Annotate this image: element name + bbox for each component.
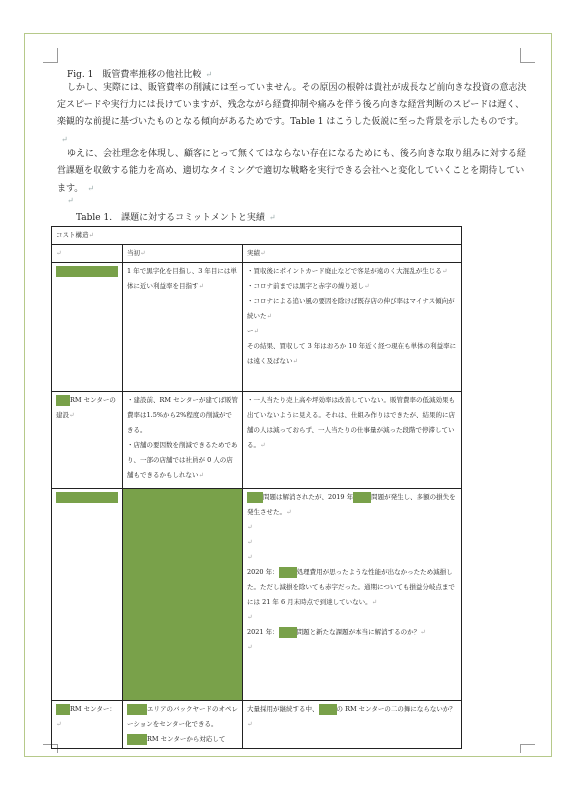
paragraph-mark: ↵ (67, 196, 74, 205)
crop-mark-bottom-right (520, 744, 535, 753)
col-header-initial: 当初 (127, 249, 140, 257)
paragraph-2[interactable]: ゆえに、会社理念を体現し、顧客にとって無くてはならない存在になるためにも、後ろ向きな取り組みに対する経営課題を収斂する能力を高め、適切なタイミングで適切な戦略を実行できる会社へと変化していくことを期待しています。 ↵ (57, 149, 526, 194)
table-row: 1 年で黒字化を目指し、3 年目には単体に近い利益率を目指す↵ ・買収後にポイントカード廃止などで客足が遠のく大混乱が生じる↵ ・コロナ前までは黒字と赤字の繰り返し↵ ・コロナによる追い風の要因を除けば既存店の伸び率はマイナス傾向が続いた↵ ー↵ その結果、買収して 3 年はおろか 10 年近く経つ現在も単体の利益率には遠く及ばない↵ (52, 263, 462, 392)
redacted-block (247, 492, 263, 503)
redacted-block (56, 266, 118, 277)
redacted-block (56, 395, 70, 406)
commitment-table (51, 226, 462, 749)
col-header-actual: 実績 (247, 249, 260, 257)
redacted-block (279, 567, 297, 578)
table-row: 問題は解消されたが、2019 年 問題が発生し、多額の損失を発生させた。↵ ↵ ↵ ↵ 2020 年： 処理費用が思ったような性能が出なかったため減損した。ただし減損を除いても赤字だった。通期についても損益分岐点までには 21 年 6 月末時点で到達していない。↵ ↵ 2021 年： 問題と新たな課題が本当に解消するのか？↵ ↵ (52, 489, 462, 701)
figure-title: Fig. 1 販管費率推移の他社比較 ↵ (67, 70, 213, 80)
redacted-block (353, 492, 371, 503)
table-row: RM センターの建設↵ ・建設前、RM センターが建てば販管費率は1.5%から2%程度の削減ができる。 ・店舗の要因数を削減できるためであり、一部の店舗では社員が 0 人の店舗もできるかもしれない↵ ・一人当たり売上高や坪効率は改善していない。販管費率の低減効果も出ていないように見える。それは、仕組み作りはできたが、結果的に店舗の人は減っておらず、一人当たりの仕事量が減った段階で停滞している。↵ (52, 392, 462, 489)
table-header-span-row: コスト構造↵ (52, 227, 462, 245)
table-row: RM センター：↵ エリアのバックヤードのオペレーションをセンター化できる。 RM センターから対応して 大量採用が継続する中、 の RM センターの二の舞にならないか？↵ (52, 701, 462, 749)
redacted-block (56, 704, 70, 715)
redacted-block (56, 492, 118, 503)
crop-mark-top-left (43, 48, 58, 63)
redacted-block (127, 734, 147, 745)
table-header-span: コスト構造 (56, 231, 89, 239)
table-caption: Table 1. 課題に対するコミットメントと実績 ↵ (76, 213, 276, 223)
redacted-block (127, 704, 147, 715)
paragraph-1[interactable]: しかし、実際には、販管費率の削減には至っていません。その原因の根幹は貴社が成長など前向きな投資の意志決定スピードや実行力には長けていますが、残念ながら経費抑制や痛みを伴う後ろ向きな経営判断のスピードは遅く、楽観的な前提に基づいたものとなる傾向があるためです。Table 1 はこうした仮説に至った背景を示したものです。↵ (57, 83, 527, 144)
redacted-block (279, 627, 297, 638)
crop-mark-top-right (520, 48, 535, 63)
redacted-block (319, 704, 337, 715)
redacted-cell (123, 489, 243, 701)
table-header-row: ↵ 当初↵ 実績↵ (52, 245, 462, 263)
